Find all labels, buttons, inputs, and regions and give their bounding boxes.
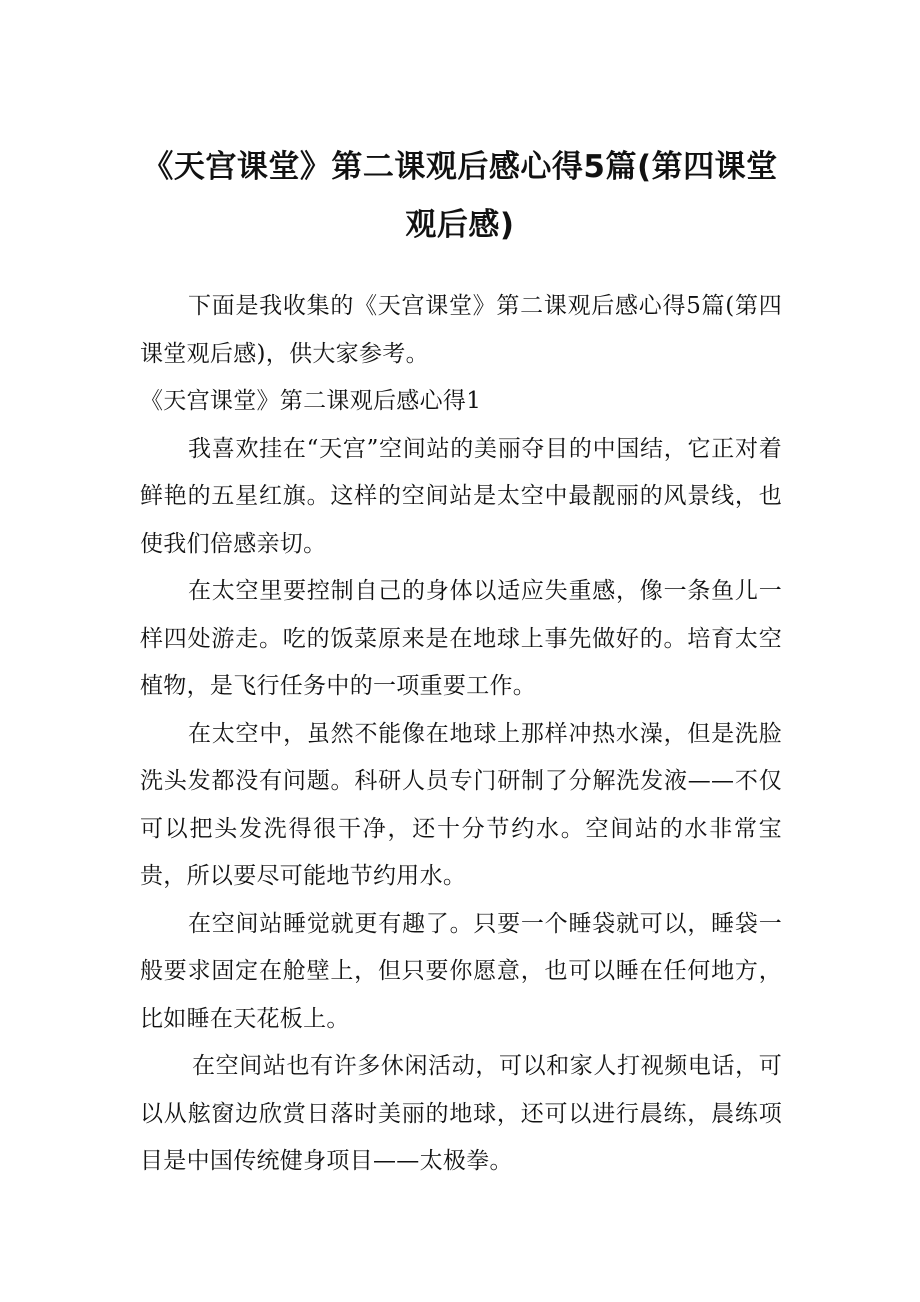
document-title: 《天宫课堂》第二课观后感心得5篇(第四课堂观后感) <box>142 149 778 243</box>
intro-paragraph: 下面是我收集的《天宫课堂》第二课观后感心得5篇(第四课堂观后感)，供大家参考。 <box>140 293 782 367</box>
section-heading: 《天宫课堂》第二课观后感心得1 <box>140 388 482 414</box>
body-paragraph: 在空间站睡觉就更有趣了。只要一个睡袋就可以，睡袋一般要求固定在舱壁上，但只要你愿意，也可以睡在任何地方，比如睡在天花板上。 <box>140 910 782 1032</box>
body-paragraph: 在太空里要控制自己的身体以适应失重感，像一条鱼儿一样四处游走。吃的饭菜原来是在地球上事先做好的。培育太空植物，是飞行任务中的一项重要工作。 <box>140 578 782 699</box>
body-paragraph: 在太空中，虽然不能像在地球上那样冲热水澡，但是洗脸洗头发都没有问题。科研人员专门研制了分解洗发液——不仅可以把头发洗得很干净，还十分节约水。空间站的水非常宝贵，所以要尽可能地节约用水。 <box>140 720 782 889</box>
body-paragraph: 我喜欢挂在“天宫”空间站的美丽夺目的中国结，它正对着鲜艳的五星红旗。这样的空间站是太空中最靓丽的风景线，也使我们倍感亲切。 <box>140 435 782 557</box>
body-paragraph: 在空间站也有许多休闲活动，可以和家人打视频电话，可以从舷窗边欣赏日落时美丽的地球，还可以进行晨练，晨练项目是中国传统健身项目——太极拳。 <box>140 1053 782 1174</box>
document-body <box>140 283 782 1186</box>
